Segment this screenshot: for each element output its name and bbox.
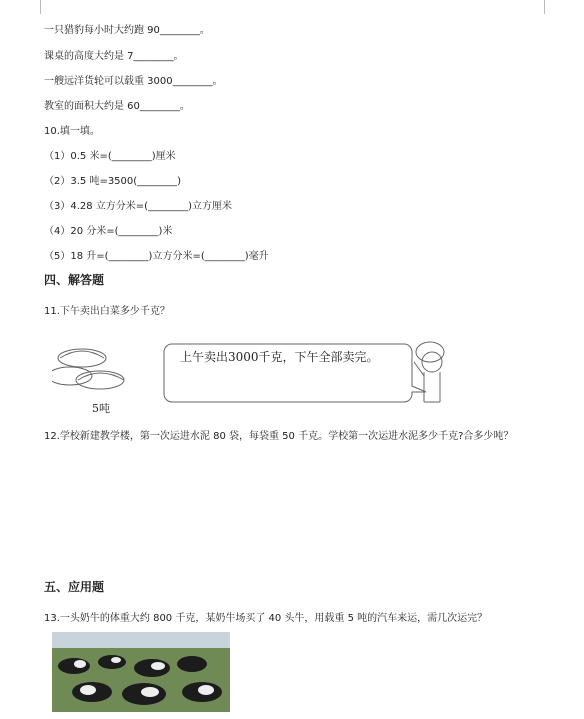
fill-item-4: （4）20 分米=(________)米 (44, 226, 173, 237)
cabbage-right (76, 371, 124, 389)
fill-item-5: （5）18 升=(________)立方分米=(________)毫升 (44, 251, 269, 262)
speech-bubble-text: 上午卖出3000千克，下午全部卖完。 (180, 350, 379, 364)
question-10-title: 10.填一填。 (44, 126, 100, 137)
cabbage-weight-label: 5吨 (92, 402, 110, 415)
fill-item-2: （2）3.5 吨=3500(________) (44, 176, 182, 187)
desk-height-line: 课桌的高度大约是 7________。 (44, 51, 184, 62)
classroom-area-line: 教室的面积大约是 60________。 (44, 101, 190, 112)
question-13: 13.一头奶牛的体重大约 800 千克，某奶牛场买了 40 头牛，用载重 5 吨的汽车来运，需几次运完？ (44, 613, 488, 624)
crop-mark-left (40, 0, 41, 14)
cheetah-speed-line: 一只猎豹每小时大约跑 90________。 (44, 25, 210, 36)
cabbage-top (58, 349, 106, 367)
section-5-heading: 五、应用题 (44, 580, 105, 594)
section-4-heading: 四、解答题 (44, 273, 105, 287)
fill-item-1: （1）0.5 米=(________)厘米 (44, 151, 176, 162)
question-12: 12.学校新建教学楼，第一次运进水泥 80 袋，每袋重 50 千克。学校第一次运进水泥多少千克?合多少吨？ (44, 431, 514, 442)
cow-photo-drawing (52, 632, 230, 712)
crop-mark-right (544, 0, 545, 14)
fill-item-3: （3）4.28 立方分米=(________)立方厘米 (44, 201, 232, 212)
question-11: 11.下午卖出白菜多少千克？ (44, 306, 170, 317)
ship-capacity-line: 一艘远洋货轮可以载重 3000________。 (44, 76, 223, 87)
cow-photo (52, 632, 230, 712)
boy-body (424, 372, 440, 402)
cabbage-sale-illustration (52, 336, 464, 416)
